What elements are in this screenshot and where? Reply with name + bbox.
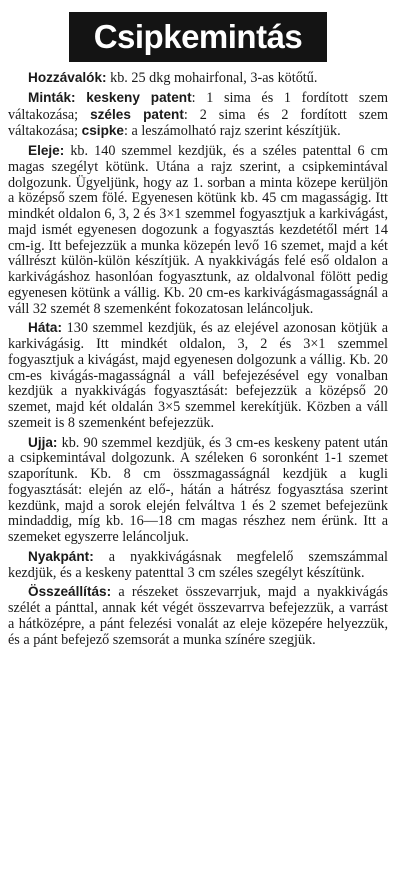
section-text: : a leszámolható rajz szerint készítjük. xyxy=(124,123,341,140)
term-keskeny-patent: keskeny patent xyxy=(86,89,192,105)
paragraph-nyakpant xyxy=(8,549,388,582)
section-label: Ujja: xyxy=(28,434,58,450)
paragraph-hata xyxy=(8,320,388,431)
section-label: Nyakpánt: xyxy=(28,548,94,564)
section-text: kb. 25 dkg mohairfonal, 3-as kötőtű. xyxy=(106,70,318,86)
paragraph-ujja xyxy=(8,435,388,546)
term-szeles-patent: széles patent xyxy=(90,106,184,122)
section-text: a nyakkivágásnak megfelelő szemszámmal kezdjük, és a keskeny patenttal 3 cm széles szegélyt készítünk. xyxy=(8,548,388,581)
section-label: Eleje: xyxy=(28,143,65,158)
section-text: a részeket összevarrjuk, majd a nyakkivágás szélét a pánttal, annak két végét összevarrva befejezzük, a varrást a hátközépre, a pánt felezési vonalát az eleje közepére helyezzük, és a pánt befejező szemsorát a munka színére szegjük. xyxy=(8,584,388,648)
section-label: Háta: xyxy=(28,320,62,336)
paragraph-mintak xyxy=(8,90,388,140)
paragraph-eleje xyxy=(8,143,388,317)
section-label: Összeállítás: xyxy=(28,584,112,600)
section-text: kb. 90 szemmel kezdjük, és 3 cm-es keskeny patent után a csipkemintával dolgozunk. A széleken 6 soronként 1-1 szemet szaporítunk. Kb. 8 cm összmagasságnál kezdjük a kugli fogyasztását: elején az elő-, hátán a hátrész fogyasztása szerint kezdünk, majd a sorok elején felváltva 1 és 2 szemet befejezünk mindaddig, míg kb. 16—18 cm magas részhez nem érünk. Itt a szemeket egyszerre leláncoljuk. xyxy=(8,434,388,545)
section-label: Minták: xyxy=(28,89,76,105)
section-text: : 1 sima és 1 fordított szem váltakozása; xyxy=(8,89,388,123)
section-text: kb. 140 szemmel kezdjük, és a széles patenttal 6 cm magas szegélyt kötünk. Utána a rajz szerint, a csipkemintával dolgozunk. Ügyeljünk, hogy az 1. sorban a minta közepe kerüljön a középső szem fölé. Egyenesen kötünk kb. 45 cm magasságig. Itt mindkét oldalon 6, 3, 2 és 3×1 szemmel fogyasztjuk a karkivágást, majd ismét egyenesen dogozunk a fogyasztás kezdetétől mért 14 cm-ig. Itt befejezzük a munka közepén levő 16 szemet, majd a két vállrészt külön-külön készítjük. A nyakkivágás felé eső oldalon a karkivágáshoz hasonlóan fogyasztunk, az oldalvonal fölött pedig egyenesen kötünk a vállig. Kb. 20 cm-es karkivágásmagasságnál a váll 32 szemét 8 szemenként fokozatosan leláncoljuk. xyxy=(8,143,388,317)
article-body xyxy=(8,70,388,648)
magazine-page xyxy=(0,12,400,886)
article-title: Csipkemintás xyxy=(69,12,327,62)
section-text: 130 szemmel kezdjük, és az elejével azonosan kötjük a karkivágásig. Itt mindkét oldalon, 3, 2 és 3×1 szemmel fogyasztjuk a kivágást, majd egyenesen dolgozunk a vállig. Kb. 20 cm-es kivágás-magasságnál a váll befejezésével egy vonalban kezdjük a nyakkivágás fogyasztását: befejezzük a középső 20 szemet, majd két oldalán 3×5 szemmel kerekítjük. Közben a váll szemeit is 8 szemenként befejezzük. xyxy=(8,320,388,431)
paragraph-hozzavalok xyxy=(8,70,388,87)
section-text: : 2 sima és 2 fordított szem váltakozása; xyxy=(8,106,388,140)
paragraph-osszeallitas xyxy=(8,584,388,648)
section-label: Hozzávalók: xyxy=(28,70,107,85)
term-csipke: csipke xyxy=(81,123,124,139)
